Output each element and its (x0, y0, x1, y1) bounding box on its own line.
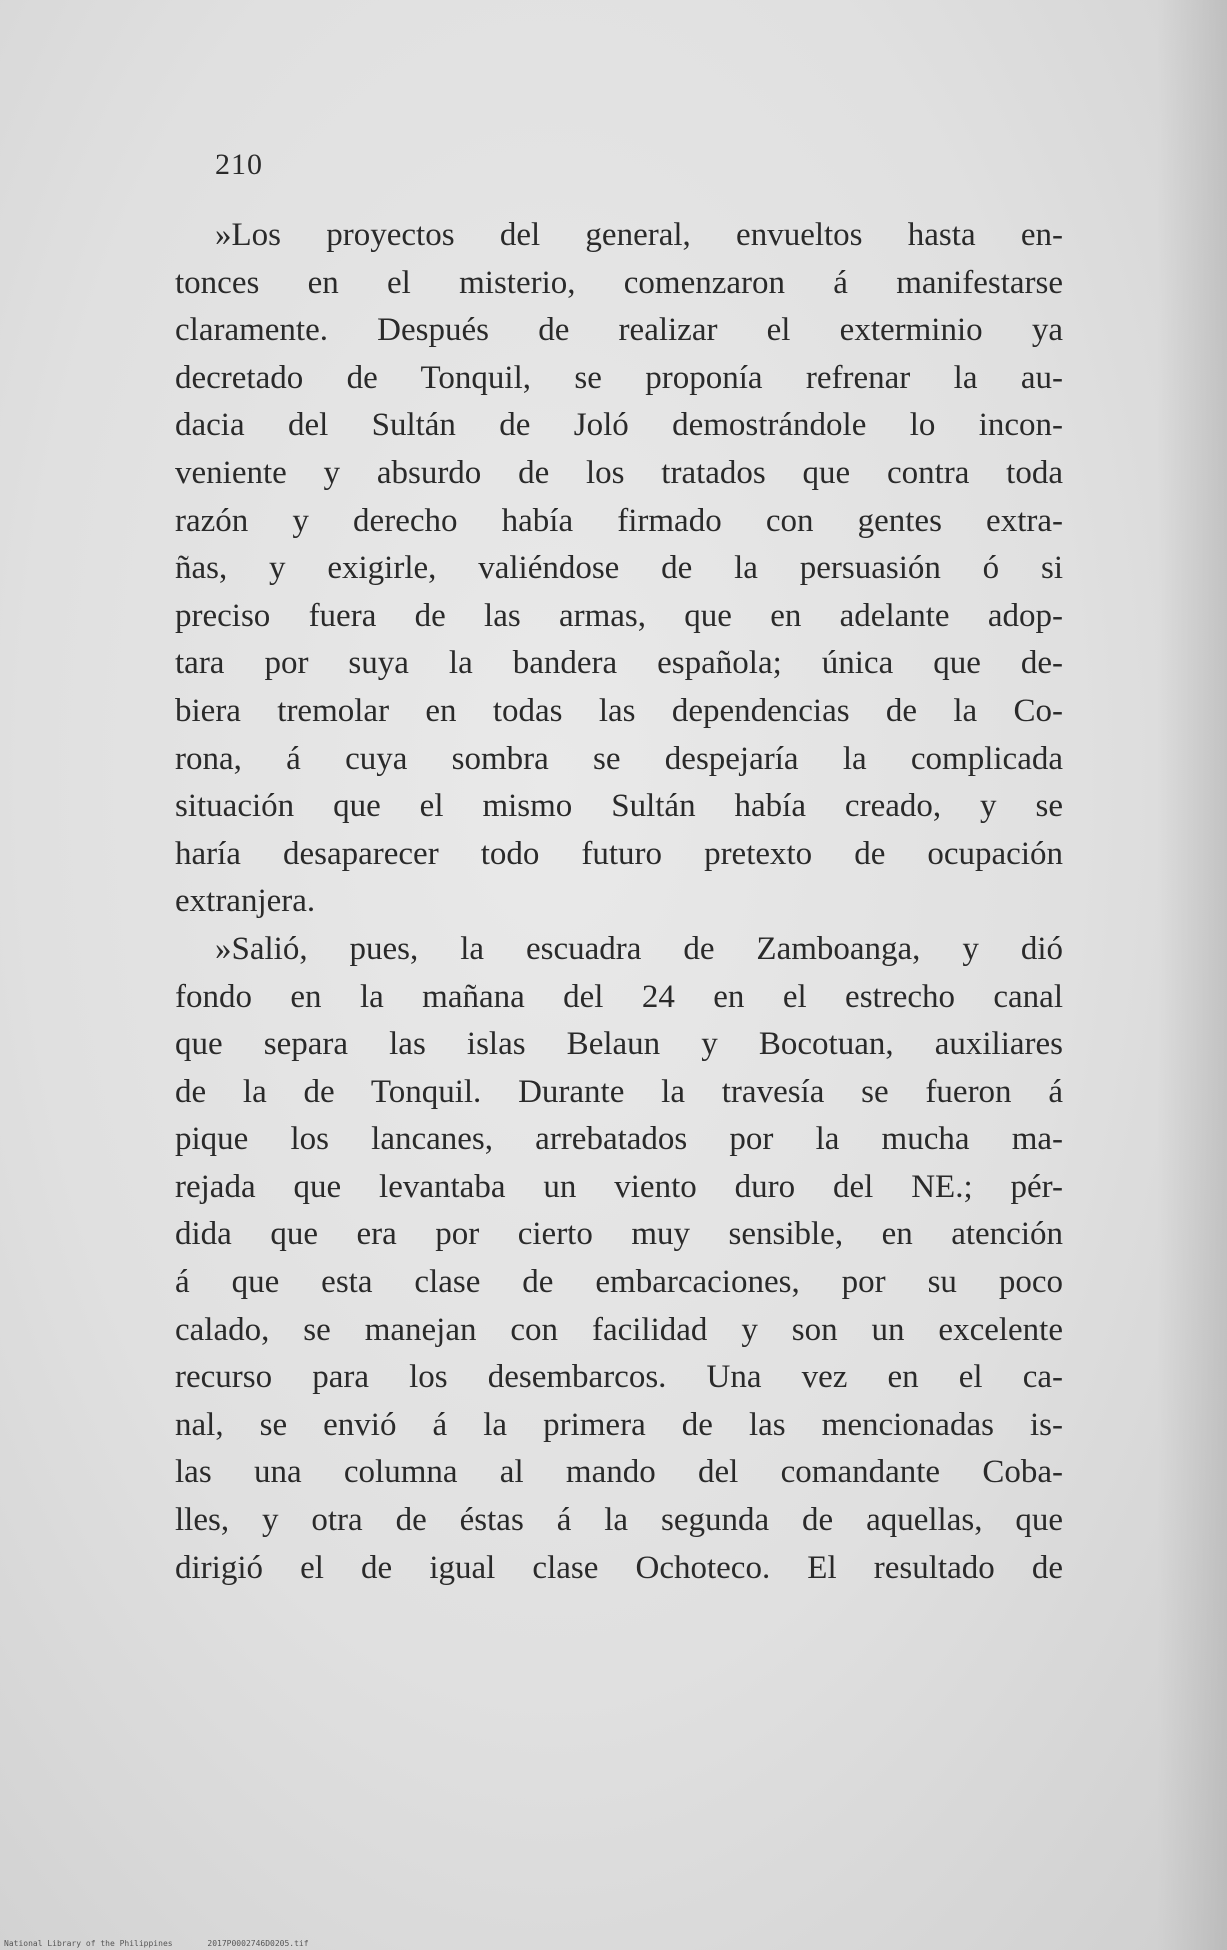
text-line: nal, se envió á la primera de las mencionadas is- (175, 1406, 1063, 1443)
text-line: decretado de Tonquil, se proponía refrenar la au- (175, 359, 1063, 396)
footer-library: National Library of the Philippines (4, 1939, 173, 1948)
page-edge-shadow (1157, 0, 1227, 1950)
text-line: biera tremolar en todas las dependencias de la Co- (175, 692, 1063, 729)
text-line: ñas, y exigirle, valiéndose de la persuasión ó si (175, 550, 1063, 587)
text-line: pique los lancanes, arrebatados por la mucha ma- (175, 1121, 1063, 1158)
text-line: recurso para los desembarcos. Una vez en el ca- (175, 1359, 1063, 1396)
text-line: dida que era por cierto muy sensible, en atención (175, 1216, 1063, 1253)
body-text (175, 212, 1063, 1592)
text-line: veniente y absurdo de los tratados que contra toda (175, 454, 1063, 491)
text-line: situación que el mismo Sultán había creado, y se (175, 788, 1063, 825)
text-line: razón y derecho había firmado con gentes extra- (175, 502, 1063, 539)
text-line: »Salió, pues, la escuadra de Zamboanga, y dió (215, 930, 1063, 967)
text-line: tara por suya la bandera española; única que de- (175, 645, 1063, 682)
text-line: dacia del Sultán de Joló demostrándole lo incon- (175, 407, 1063, 444)
text-line: rona, á cuya sombra se despejaría la complicada (175, 740, 1063, 777)
text-line: dirigió el de igual clase Ochoteco. El resultado de (175, 1549, 1063, 1586)
text-line: preciso fuera de las armas, que en adelante adop- (175, 597, 1063, 634)
text-line: »Los proyectos del general, envueltos hasta en- (215, 217, 1063, 253)
text-line: fondo en la mañana del 24 en el estrecho canal (175, 978, 1063, 1015)
text-line: claramente. Después de realizar el exterminio ya (175, 312, 1063, 349)
text-line: calado, se manejan con facilidad y son un excelente (175, 1311, 1063, 1348)
text-line: tonces en el misterio, comenzaron á manifestarse (175, 264, 1063, 301)
text-line: rejada que levantaba un viento duro del NE.; pér- (175, 1168, 1063, 1205)
scan-footer (4, 1939, 339, 1948)
text-line: las una columna al mando del comandante Coba- (175, 1454, 1063, 1491)
text-line: lles, y otra de éstas á la segunda de aquellas, que (175, 1502, 1063, 1539)
text-line: de la de Tonquil. Durante la travesía se fueron á (175, 1073, 1063, 1110)
text-line: extranjera. (175, 883, 316, 920)
text-line: haría desaparecer todo futuro pretexto de ocupación (175, 835, 1063, 872)
text-line: á que esta clase de embarcaciones, por su poco (175, 1264, 1063, 1301)
footer-file: 2017P0002746D0205.tif (207, 1939, 309, 1948)
text-line: que separa las islas Belaun y Bocotuan, auxiliares (175, 1026, 1063, 1063)
page-number: 210 (215, 148, 263, 181)
